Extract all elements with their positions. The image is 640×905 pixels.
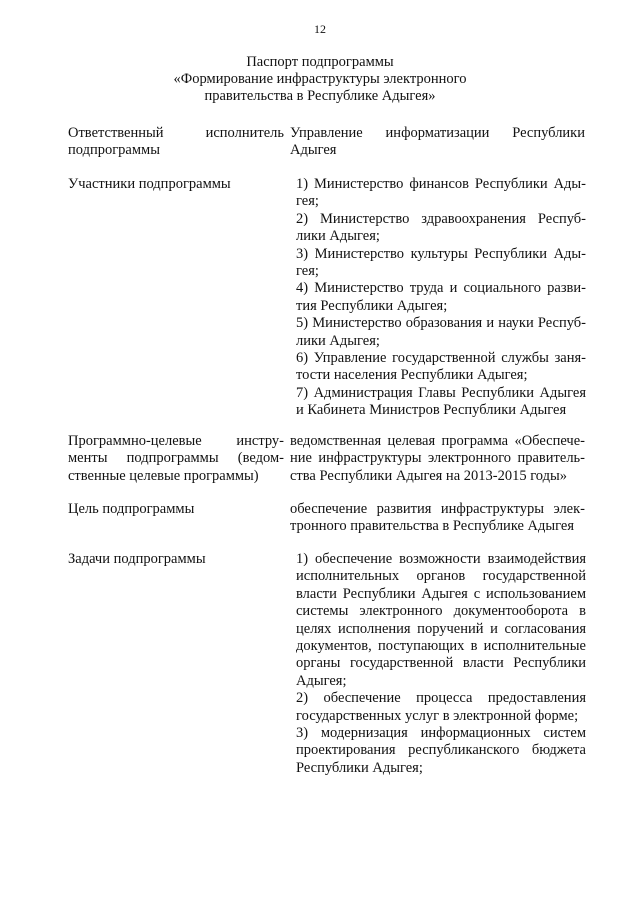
value-line: Республики Адыгея; [296,759,423,776]
row-label [68,551,284,568]
label-line: подпрограммы [68,142,160,159]
value-line: тости населения Республики Адыгея; [296,367,528,384]
document-title [0,54,640,105]
label-line: ственные целевые программы) [68,467,259,484]
row-value [290,501,585,536]
label-line: Задачи подпрограммы [68,551,206,567]
value-line: Адыгея [290,142,337,159]
value-line: 3) Министерство культуры Республики Ады- [296,245,586,262]
value-line: 2) Министерство здравоохранения Респуб- [296,210,586,227]
title-line-2: «Формирование инфраструктуры электронного [173,71,467,87]
value-line: 6) Управление государственной службы заня- [296,350,586,367]
value-line: 2) обеспечение процесса предоставления [296,690,586,707]
row-label [68,433,284,485]
value-line: 4) Министерство труда и социального разви- [296,280,586,297]
value-line: гея; [296,193,319,210]
row-label [68,501,284,518]
title-line-3: правительства в Республике Адыгея» [204,88,436,104]
label-line: Ответственный исполнитель [68,125,284,141]
value-line: целях исполнения поручений и согласования [296,620,586,637]
row-value [290,433,585,485]
row-value [290,125,585,160]
label-line: менты подпрограммы (ведом- [68,450,284,467]
row-label [68,125,284,160]
value-line: тия Республики Адыгея; [296,297,448,314]
value-line: власти Республики Адыгея с использованием [296,585,586,602]
value-line: 3) модернизация информационных систем [296,725,586,742]
row-label [68,176,284,193]
value-line: Управление информатизации Республики [290,125,585,141]
value-line: системы электронного документооборота в [296,603,586,620]
value-line: обеспечение развития инфраструктуры элек- [290,501,585,517]
value-line: органы государственной власти Республики [296,655,586,672]
value-line: гея; [296,263,319,280]
label-line: Программно-целевые инстру- [68,433,284,449]
value-line: тронного правительства в Республике Адыгея [290,518,575,535]
value-line: ства Республики Адыгея на 2013-2015 годы» [290,467,567,484]
value-line: 7) Администрация Главы Республики Адыгея [296,384,586,401]
page-number: 12 [314,22,326,36]
value-line: документов, поступающих в исполнительные [296,638,586,655]
label-line: Цель подпрограммы [68,501,195,517]
title-line-1: Паспорт подпрограммы [246,54,394,70]
row-value [296,176,586,420]
value-line: 1) Министерство финансов Республики Ады- [296,176,586,192]
value-line: лики Адыгея; [296,228,380,245]
value-line: 1) обеспечение возможности взаимодействия [296,551,586,567]
value-line: Адыгея; [296,672,347,689]
value-line: государственных услуг в электронной форме; [296,707,579,724]
label-line: Участники подпрограммы [68,176,231,192]
value-line: проектирования республиканского бюджета [296,742,586,759]
value-line: лики Адыгея; [296,332,380,349]
value-line: ние инфраструктуры электронного правитель- [290,450,585,467]
value-line: ведомственная целевая программа «Обеспече- [290,433,585,449]
value-line: 5) Министерство образования и науки Респуб- [296,315,586,332]
value-line: и Кабинета Министров Республики Адыгея [296,402,567,419]
value-line: исполнительных органов государственной [296,568,586,585]
row-value [296,551,586,777]
